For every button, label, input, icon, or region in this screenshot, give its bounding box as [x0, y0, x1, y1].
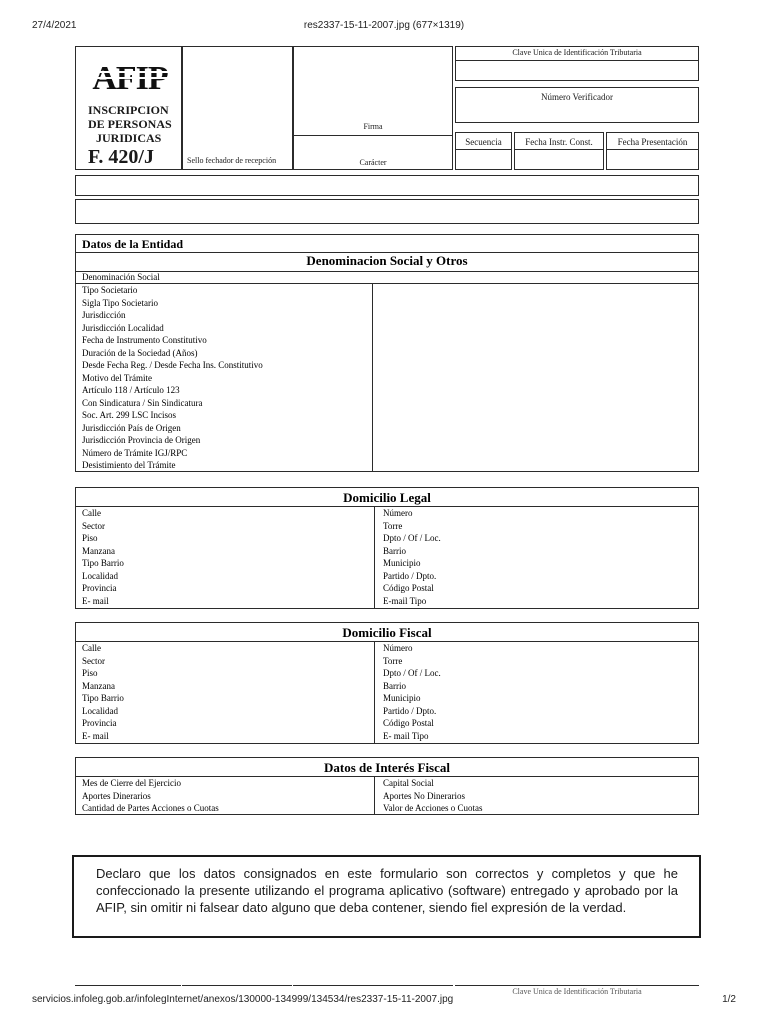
entity-section: [75, 234, 699, 472]
domicilio-fiscal-field-label: Barrio: [383, 680, 406, 691]
domicilio-legal-right-list: [383, 507, 441, 607]
entity-field-label: Jurisdicción Provincia de Origen: [82, 435, 201, 445]
domicilio-fiscal-right-list: [383, 642, 441, 742]
domicilio-legal-field-label: Código Postal: [383, 583, 434, 593]
column-divider: [374, 506, 375, 608]
domicilio-fiscal-section: [75, 622, 699, 744]
form-title-line: JURIDICAS: [96, 131, 162, 145]
domicilio-fiscal-field-label: Localidad: [82, 705, 118, 716]
blank-row: [75, 199, 699, 224]
declaration-text: [96, 865, 678, 916]
divider: [76, 271, 698, 272]
interes-fiscal-section: [75, 757, 699, 815]
domicilio-fiscal-field-label: Calle: [82, 643, 101, 653]
interes-fiscal-field-label: Mes de Cierre del Ejercicio: [82, 778, 181, 788]
entity-field-label: Desde Fecha Reg. / Desde Fecha Ins. Constitutivo: [82, 360, 263, 370]
domicilio-legal-field-label: Calle: [82, 508, 101, 518]
entity-field-label: Jurisdicción: [82, 310, 126, 320]
interes-fiscal-field-label: Capital Social: [383, 778, 434, 788]
blank-row: [75, 175, 699, 196]
domicilio-fiscal-field-label: Código Postal: [383, 718, 434, 728]
declaration-box: [72, 855, 701, 938]
domicilio-legal-field-label: Localidad: [82, 570, 118, 581]
form-title: [88, 103, 172, 145]
entity-field-label: Duración de la Sociedad (Años): [82, 347, 198, 358]
divider: [294, 135, 452, 136]
form-title-line: INSCRIPCION: [88, 103, 169, 117]
partial-box-edge: [455, 985, 699, 986]
domicilio-legal-field-label: Dpto / Of / Loc.: [383, 533, 441, 543]
stamp-box: [182, 46, 293, 170]
interes-fiscal-field-label: Aportes No Dinerarios: [383, 790, 465, 801]
verificador-box: [455, 87, 699, 123]
domicilio-legal-section: [75, 487, 699, 609]
domicilio-fiscal-field-label: Piso: [82, 668, 98, 678]
domicilio-fiscal-field-label: Municipio: [383, 693, 421, 703]
domicilio-legal-field-label: E-mail Tipo: [383, 595, 427, 606]
divider: [607, 149, 698, 150]
entity-field-label: Sigla Tipo Societario: [82, 297, 159, 308]
interes-fiscal-title: Datos de Interés Fiscal: [323, 760, 450, 775]
form-code: F. 420/J: [88, 146, 154, 168]
entity-field-label: Jurisdicción Localidad: [82, 322, 164, 333]
domicilio-fiscal-field-label: Sector: [82, 655, 105, 666]
domicilio-legal-field-label: Número: [383, 508, 413, 518]
partial-box-edge: [75, 985, 181, 986]
divider: [456, 149, 511, 150]
interes-fiscal-field-label: Valor de Acciones o Cuotas: [383, 803, 483, 813]
column-divider: [374, 776, 375, 814]
interes-fiscal-field-label: Cantidad de Partes Acciones o Cuotas: [82, 803, 219, 813]
domicilio-fiscal-field-label: Torre: [383, 655, 403, 666]
entity-subheading: Denominacion Social y Otros: [306, 253, 468, 268]
domicilio-legal-field-label: Piso: [82, 533, 98, 543]
domicilio-legal-title: Domicilio Legal: [343, 490, 431, 505]
fecha-pres-label: Fecha Presentación: [617, 137, 688, 147]
entity-field-label: Tipo Societario: [82, 285, 138, 295]
entity-first-row: Denominación Social: [82, 272, 160, 282]
entity-field-label: Fecha de Instrumento Constitutivo: [82, 335, 207, 345]
stamp-label: Sello fechador de recepción: [187, 156, 277, 165]
entity-field-label: Jurisdicción País de Origen: [82, 422, 181, 433]
cuit-box: [455, 46, 699, 81]
entity-field-list: [82, 284, 263, 472]
domicilio-legal-field-label: Municipio: [383, 558, 421, 568]
entity-field-label: Soc. Art. 299 LSC Incisos: [82, 410, 177, 420]
entity-field-label: Número de Trámite IGJ/RPC: [82, 447, 188, 458]
interes-fiscal-field-label: Aportes Dinerarios: [82, 790, 151, 801]
print-date: 27/4/2021: [32, 20, 77, 31]
domicilio-legal-field-label: Tipo Barrio: [82, 558, 124, 568]
partial-box-edge: [182, 985, 292, 986]
domicilio-fiscal-field-label: Partido / Dpto.: [383, 705, 437, 716]
divider: [515, 149, 603, 150]
verificador-label: Número Verificador: [540, 92, 614, 102]
interes-fiscal-right-list: [383, 777, 482, 815]
divider: [456, 60, 698, 61]
print-title: res2337-15-11-2007.jpg (677×1319): [303, 20, 465, 31]
cuit-label: Clave Unica de Identificación Tributaria: [512, 48, 642, 57]
entity-field-label: Desistimiento del Trámite: [82, 460, 176, 470]
column-divider: [372, 283, 373, 471]
domicilio-fiscal-left-list: [82, 642, 124, 742]
domicilio-fiscal-field-label: Dpto / Of / Loc.: [383, 668, 441, 678]
print-url: servicios.infoleg.gob.ar/infolegInternet/anexos/130000-134999/134534/res2337-15-11-2007.jpg: [32, 994, 454, 1005]
partial-cuit-label: Clave Unica de Identificación Tributaria: [512, 987, 642, 995]
column-divider: [374, 641, 375, 743]
domicilio-fiscal-field-label: E- mail Tipo: [383, 730, 429, 741]
domicilio-legal-field-label: Sector: [82, 520, 105, 531]
domicilio-legal-field-label: Torre: [383, 520, 403, 531]
domicilio-legal-field-label: Partido / Dpto.: [383, 570, 437, 581]
domicilio-legal-left-list: [82, 507, 124, 607]
domicilio-fiscal-field-label: Número: [383, 643, 413, 653]
caracter-label: Carácter: [359, 158, 387, 167]
entity-heading: Datos de la Entidad: [82, 237, 184, 251]
entity-field-label: Con Sindicatura / Sin Sindicatura: [82, 397, 203, 408]
domicilio-fiscal-field-label: Tipo Barrio: [82, 693, 124, 703]
domicilio-legal-field-label: Manzana: [82, 545, 115, 556]
entity-field-label: Artículo 118 / Artículo 123: [82, 385, 180, 395]
domicilio-legal-field-label: Barrio: [383, 545, 406, 556]
afip-title-box: [75, 46, 182, 170]
domicilio-fiscal-title: Domicilio Fiscal: [342, 625, 432, 640]
form-title-line: DE PERSONAS: [88, 117, 172, 131]
firma-label: Firma: [363, 122, 383, 131]
print-page-number: 1/2: [722, 994, 736, 1005]
domicilio-legal-field-label: Provincia: [82, 583, 117, 593]
fecha-instr-label: Fecha Instr. Const.: [525, 137, 593, 147]
partial-box-edge: [293, 985, 453, 986]
domicilio-fiscal-field-label: Provincia: [82, 718, 117, 728]
entity-field-label: Motivo del Trámite: [82, 372, 153, 383]
secuencia-label: Secuencia: [465, 137, 502, 147]
domicilio-fiscal-field-label: E- mail: [82, 730, 109, 741]
domicilio-fiscal-field-label: Manzana: [82, 680, 115, 691]
domicilio-legal-field-label: E- mail: [82, 595, 109, 606]
declaration-paragraph: Declaro que los datos consignados en este formulario son correctos y completos y que he confeccionado la presente utilizando el programa aplicativo (software) entregado y aprobado por la AFIP, sin omitir ni falsear dato alguno que deba contener, siendo fiel expresión de la verdad.: [96, 866, 678, 915]
fecha-pres-box: [606, 132, 699, 170]
afip-logo: [86, 59, 174, 95]
interes-fiscal-left-list: [82, 777, 219, 815]
signature-box: [293, 46, 453, 170]
secuencia-box: [455, 132, 512, 170]
fecha-instr-box: [514, 132, 604, 170]
